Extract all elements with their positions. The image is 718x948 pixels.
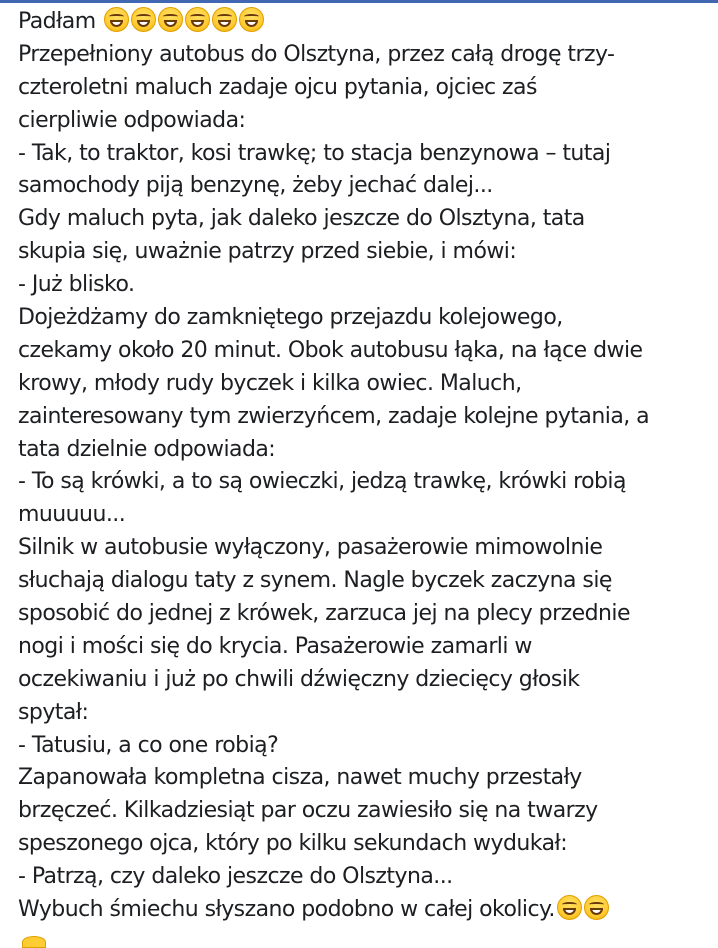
post-body	[18, 6, 710, 927]
post-title-line	[18, 6, 710, 39]
post-line: Zapanowała kompletna cisza, nawet muchy przestały	[18, 765, 582, 791]
post-line: oczekiwaniu i już po chwili dźwięczny dziecięcy głosik	[18, 666, 580, 692]
grinning-squinting-face-icon	[22, 936, 46, 948]
post-line: spytał:	[18, 699, 89, 725]
post-line: brzęczeć. Kilkadziesiąt par oczu zawiesiło się na twarzy	[18, 798, 598, 824]
grinning-squinting-face-icon	[104, 7, 129, 32]
post-line: Dojeżdżamy do zamkniętego przejazdu kolejowego,	[18, 305, 563, 331]
post-line: - Już blisko.	[18, 272, 135, 298]
grinning-squinting-face-icon	[131, 7, 156, 32]
post-line: zainteresowany tym zwierzyńcem, zadaje kolejne pytania, a	[18, 403, 650, 429]
post-line: Gdy maluch pyta, jak daleko jeszcze do Olsztyna, tata	[18, 206, 585, 232]
post-line: - Tak, to traktor, kosi trawkę; to stacja benzynowa – tutaj	[18, 140, 611, 166]
grinning-squinting-face-icon	[239, 7, 264, 32]
post-title: Padłam	[18, 9, 96, 34]
post-line: - To są krówki, a to są owieczki, jedzą trawkę, krówki robią	[18, 469, 626, 495]
post-line: Wybuch śmiechu słyszano podobno w całej okolicy.	[18, 897, 555, 923]
grinning-squinting-face-icon	[557, 895, 582, 920]
post-line: cierpliwie odpowiada:	[18, 107, 246, 133]
post-line: nogi i mości się do krycia. Pasażerowie zamarli w	[18, 633, 532, 659]
grinning-squinting-face-icon	[584, 895, 609, 920]
post-line: Silnik w autobusie wyłączony, pasażerowie mimowolnie	[18, 535, 603, 561]
post-line: - Patrzą, czy daleko jeszcze do Olsztyna...	[18, 864, 453, 890]
post-line: czekamy około 20 minut. Obok autobusu łąka, na łące dwie	[18, 337, 643, 363]
post-line: czteroletni maluch zadaje ojcu pytania, ojciec zaś	[18, 74, 537, 100]
post-last-line	[18, 894, 710, 927]
post-line: Przepełniony autobus do Olsztyna, przez całą drogę trzy-	[18, 41, 615, 67]
post-line: słuchają dialogu taty z synem. Nagle byczek zaczyna się	[18, 568, 612, 594]
post-line: samochody piją benzynę, żeby jechać dalej...	[18, 173, 493, 199]
post-line: muuuuu...	[18, 502, 126, 528]
grinning-squinting-face-icon	[158, 7, 183, 32]
top-accent-bar	[0, 0, 718, 3]
grinning-squinting-face-icon	[185, 7, 210, 32]
post-line: sposobić do jednej z krówek, zarzuca jej na plecy przednie	[18, 601, 630, 627]
post-line: tata dzielnie odpowiada:	[18, 436, 276, 462]
post-line: krowy, młody rudy byczek i kilka owiec. Maluch,	[18, 370, 522, 396]
grinning-squinting-face-icon	[212, 7, 237, 32]
post-line: skupia się, uważnie patrzy przed siebie, i mówi:	[18, 239, 517, 265]
post-line: - Tatusiu, a co one robią?	[18, 732, 279, 758]
post-line: speszonego ojca, który po kilku sekundach wydukał:	[18, 831, 568, 857]
